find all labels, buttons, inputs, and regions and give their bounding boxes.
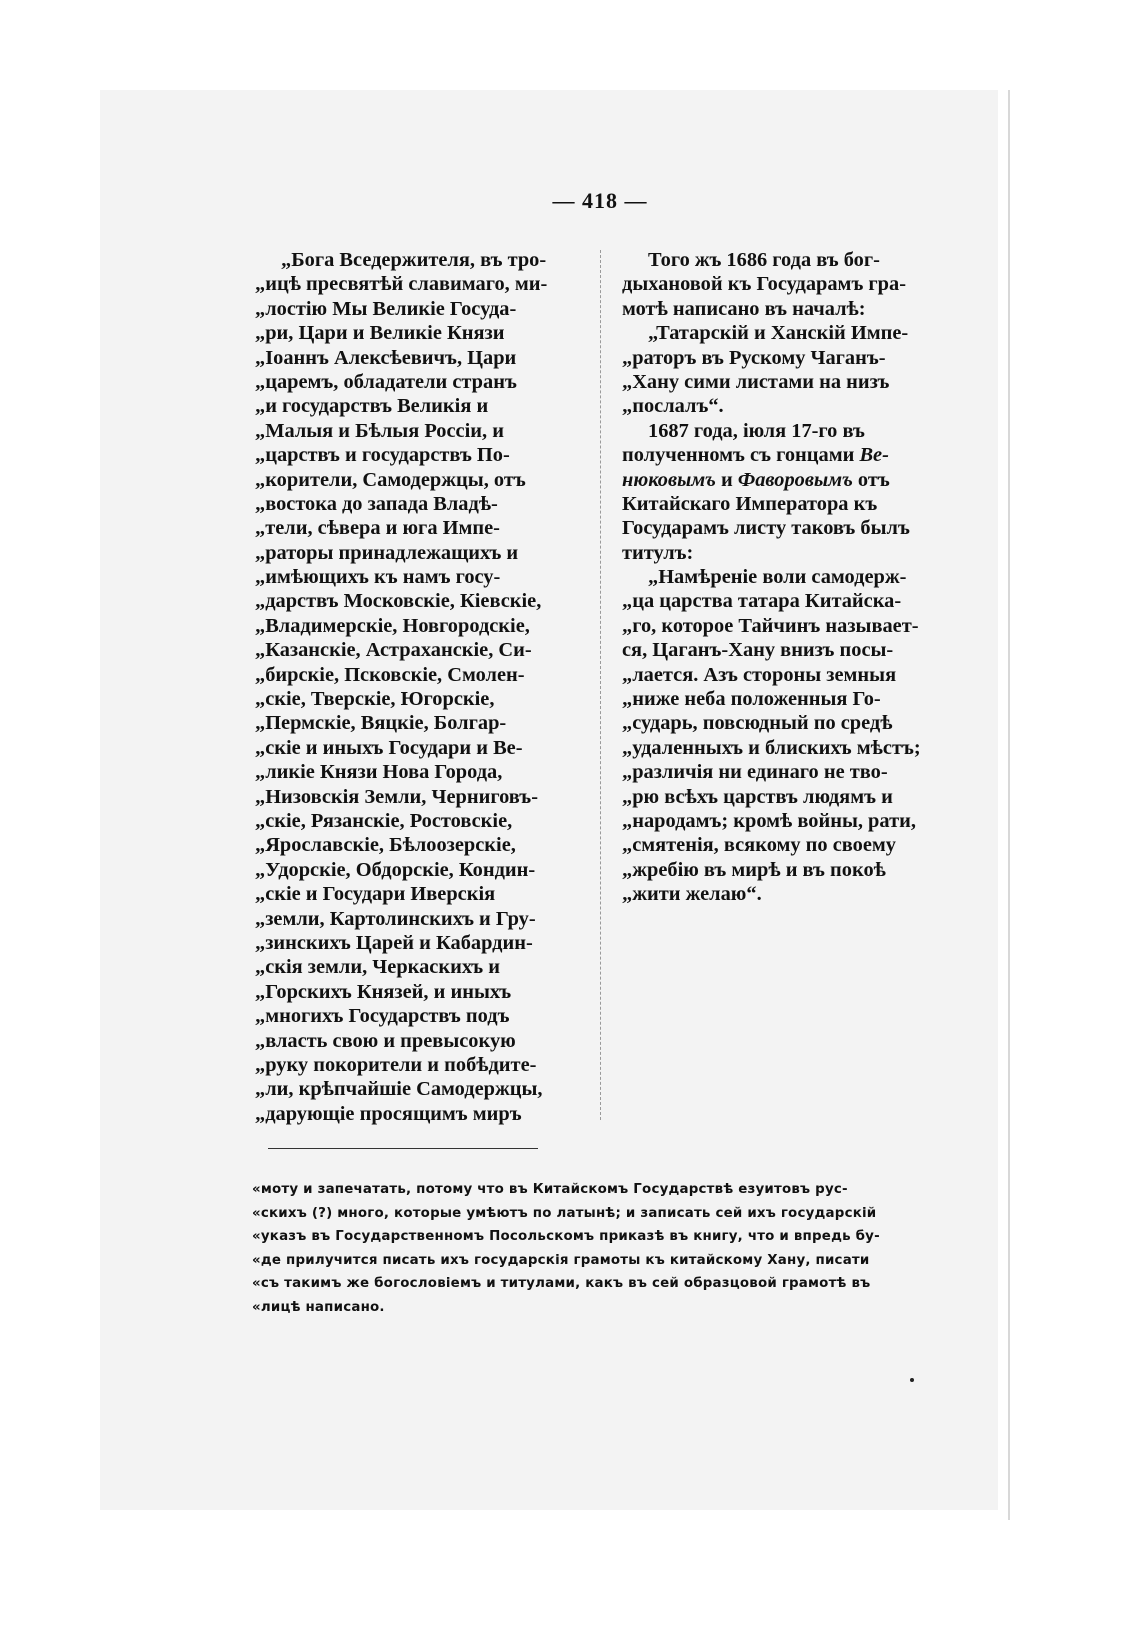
text-line: „ри, Цари и Великіе Князи — [255, 322, 505, 345]
text-line — [622, 443, 945, 467]
text-line: „го, которое Тайчинъ называет- — [622, 614, 919, 637]
text-line: „руку покорители и побѣдите- — [255, 1053, 537, 1076]
text-line: „Удорскіе, Обдорскіе, Кондин- — [255, 858, 536, 881]
text-line: „Намѣреніе воли самодерж- — [648, 566, 907, 589]
text-line: „раторъ въ Рускому Чаганъ- — [622, 346, 886, 369]
text-line: „царствъ и государствъ По- — [255, 444, 510, 467]
print-speck — [910, 1378, 914, 1382]
text-line: Того жъ 1686 года въ бог- — [648, 249, 880, 271]
text-line: „зинскихъ Царей и Кабардин- — [255, 931, 533, 954]
text-line: „жити желаю“. — [622, 883, 762, 906]
text-line: 1687 года, іюля 17-го въ — [648, 419, 865, 442]
text-line: „ца царства татара Китайска- — [622, 590, 902, 613]
text-line: „Пермскіе, Вяцкіе, Болгар- — [255, 712, 507, 735]
right-column — [622, 248, 945, 907]
text-line: „народамъ; кромѣ войны, рати, — [622, 809, 916, 832]
text-line: „лается. Азъ стороны земныя — [622, 663, 897, 686]
column-divider — [600, 250, 601, 1120]
text-line: „ицѣ пресвятѣй славимаго, ми- — [255, 273, 548, 296]
text-line: „многихъ Государствъ подъ — [255, 1005, 510, 1028]
text-line: „бирскіе, Псковскіе, Смолен- — [255, 663, 525, 686]
page-edge — [1008, 90, 1010, 1520]
text-line: „власть свою и превысокую — [255, 1029, 516, 1052]
footnote-line: «съ такимъ же богословіемъ и титулами, какъ въ сей образцовой грамотѣ въ — [252, 1276, 871, 1292]
text-line: „смятенія, всякому по своему — [622, 834, 896, 857]
text-line — [622, 468, 945, 492]
text-line: „жребію въ мирѣ и въ покоѣ — [622, 858, 886, 881]
text-line: „Іоаннъ Алексѣевичъ, Цари — [255, 346, 517, 369]
text-line: „Бога Вседержителя, въ тро- — [281, 249, 547, 271]
text-line: „послалъ“. — [622, 395, 724, 418]
page-number: — 418 — — [552, 188, 648, 213]
text-line: „Казанскіе, Астраханскіе, Си- — [255, 639, 532, 662]
text-line: „рю всѣхъ царствъ людямъ и — [622, 785, 893, 808]
text-line: „и государствъ Великія и — [255, 395, 489, 418]
footnote — [252, 1178, 942, 1320]
text-line: дыхановой къ Государамъ гра- — [622, 273, 907, 296]
text-line: „Горскихъ Князей, и иныхъ — [255, 980, 512, 1003]
text-line: „тели, сѣвера и юга Импе- — [255, 517, 500, 540]
text-line: „удаленныхъ и блискихъ мѣстъ; — [622, 736, 921, 759]
footnote-line: «скихъ (?) много, которые умѣютъ по латынѣ; и записать сей ихъ государскій — [252, 1205, 877, 1221]
left-column — [255, 248, 580, 1126]
text-line: титулъ: — [622, 541, 694, 564]
footnote-line: «де прилучится писать ихъ государскія грамоты къ китайскому Хану, писати — [252, 1252, 870, 1268]
text-line: „царемъ, обладатели странъ — [255, 370, 517, 393]
text-line: „ниже неба положенныя Го- — [622, 688, 881, 711]
emphasized-name: нюковымъ — [622, 468, 716, 491]
text-line: „скія земли, Черкаскихъ и — [255, 956, 500, 979]
text-line: „Татарскій и Ханскій Импе- — [648, 322, 909, 345]
footnote-line: «лицѣ написано. — [252, 1299, 385, 1315]
text-line: „земли, Картолинскихъ и Гру- — [255, 907, 536, 930]
text-line: Китайскаго Императора къ — [622, 492, 878, 515]
text-line: „Хану сими листами на низъ — [622, 370, 890, 393]
text-line: „Ярославскіе, Бѣлоозерскіе, — [255, 834, 516, 857]
text-line: „ликіе Князи Нова Города, — [255, 761, 503, 784]
text-line: Государамъ листу таковъ былъ — [622, 517, 910, 540]
text-line: „востока до запада Владѣ- — [255, 492, 498, 515]
text-line: „ли, крѣпчайшіе Самодержцы, — [255, 1078, 543, 1101]
footnote-line: «указъ въ Государственномъ Посольскомъ приказѣ въ книгу, что и впредь бу- — [252, 1229, 880, 1245]
text-line: „скіе и иныхъ Государи и Ве- — [255, 736, 523, 759]
text-line: „дарствъ Московскіе, Кіевскіе, — [255, 590, 542, 613]
text-line: „дарующіе просящимъ миръ — [255, 1102, 522, 1125]
text-line: ся, Цаганъ-Хану внизъ посы- — [622, 639, 894, 662]
text-line: „раторы принадлежащихъ и — [255, 541, 519, 564]
text-line: „скіе, Рязанскіе, Ростовскіе, — [255, 809, 513, 832]
text-line: „Малыя и Бѣлыя Россіи, и — [255, 419, 504, 442]
text-span: и — [715, 468, 738, 491]
emphasized-name: Ве- — [859, 444, 889, 467]
text-span: отъ — [852, 468, 890, 491]
text-line: „лостію Мы Великіе Госуда- — [255, 297, 517, 320]
text-line: „корители, Самодержцы, отъ — [255, 468, 526, 491]
text-line: „скіе, Тверскіе, Югорскіе, — [255, 688, 495, 711]
text-line: „различія ни единаго не тво- — [622, 761, 888, 784]
text-line: мотѣ написано въ началѣ: — [622, 297, 866, 320]
footnote-rule — [268, 1148, 538, 1149]
text-span: полученномъ съ гонцами — [622, 444, 860, 467]
footnote-line: «моту и запечатать, потому что въ Китайскомъ Государствѣ езуитовъ рус- — [252, 1182, 848, 1197]
text-line: „имѣющихъ къ намъ госу- — [255, 566, 501, 589]
text-line: „Низовскія Земли, Черниговъ- — [255, 785, 538, 808]
emphasized-name: Фаворовымъ — [737, 468, 853, 491]
text-line: „сударь, повсюдный по средѣ — [622, 712, 893, 735]
text-line: „Владимерскіе, Новгородскіе, — [255, 614, 530, 637]
text-line: „скіе и Государи Иверскія — [255, 883, 496, 906]
